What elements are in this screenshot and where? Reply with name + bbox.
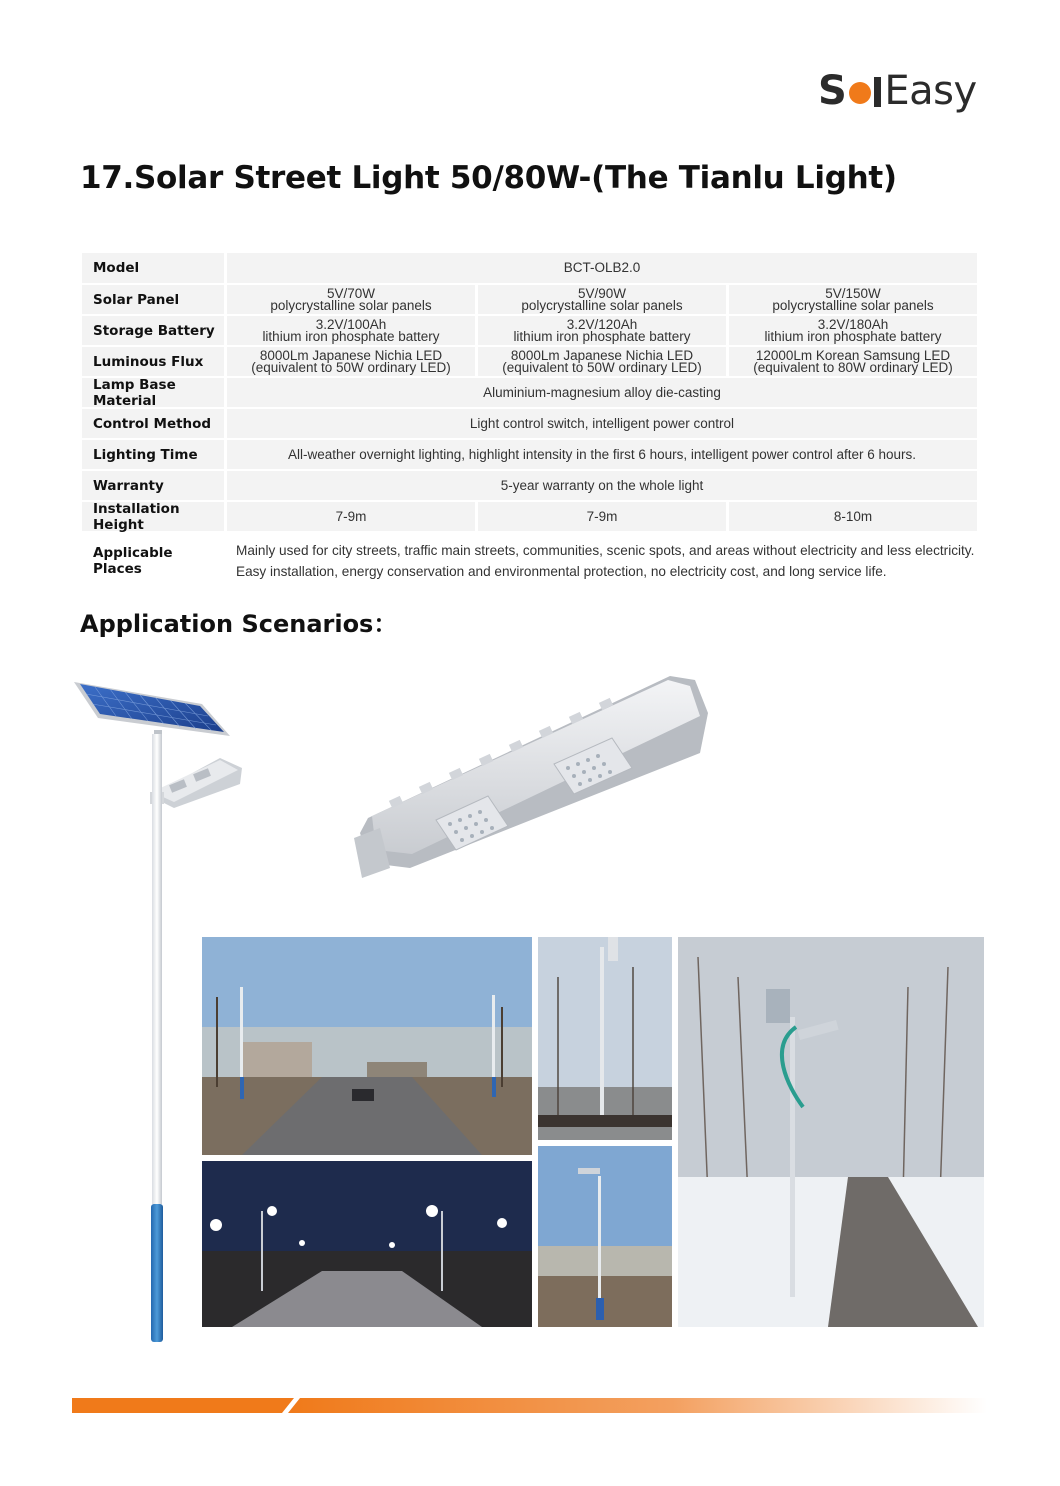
spec-value: 8000Lm Japanese Nichia LED (equivalent to 50W ordinary LED) — [478, 347, 726, 376]
spec-label: Lighting Time — [82, 440, 224, 469]
spec-row-lighting-time — [82, 440, 977, 469]
spec-row-control-method — [82, 409, 977, 438]
spec-row-installation-height — [82, 502, 977, 531]
scenario-photo-winter-pole — [538, 937, 672, 1140]
spec-table — [82, 253, 977, 589]
spec-value: Light control switch, intelligent power control — [227, 409, 977, 438]
spec-value: 3.2V/180Ah lithium iron phosphate battery — [729, 316, 977, 345]
spec-value: 8-10m — [729, 502, 977, 531]
spec-value: 8000Lm Japanese Nichia LED (equivalent to 50W ordinary LED) — [227, 347, 475, 376]
spec-value: 5V/150W polycrystalline solar panels — [729, 285, 977, 314]
spec-value: 3.2V/120Ah lithium iron phosphate battery — [478, 316, 726, 345]
spec-value: 5V/70W polycrystalline solar panels — [227, 285, 475, 314]
scenario-photo-night-road — [202, 1161, 532, 1327]
spec-label: Luminous Flux — [82, 347, 224, 376]
spec-value: 3.2V/100Ah lithium iron phosphate battery — [227, 316, 475, 345]
spec-row-applicable-places — [82, 535, 977, 587]
spec-label: Applicable Places — [93, 545, 173, 577]
spec-label: Model — [82, 253, 224, 283]
logo-orange-dot-icon — [849, 82, 871, 104]
street-lamp-illustration — [350, 668, 715, 893]
spec-value: Aluminium-magnesium alloy die-casting — [227, 378, 977, 407]
spec-row-luminous-flux — [82, 347, 977, 376]
spec-value: 7-9m — [478, 502, 726, 531]
spec-label: Control Method — [82, 409, 224, 438]
spec-value: 7-9m — [227, 502, 475, 531]
brand-logo — [818, 66, 977, 116]
logo-word: Easy — [884, 68, 977, 114]
spec-label: Warranty — [82, 471, 224, 500]
spec-row-warranty — [82, 471, 977, 500]
logo-bar-icon — [874, 77, 881, 107]
scenarios-title: Application Scenarios： — [80, 610, 398, 638]
spec-row-storage-battery — [82, 316, 977, 345]
scenario-photo-snowy-road — [678, 937, 984, 1327]
spec-value: 5V/90W polycrystalline solar panels — [478, 285, 726, 314]
spec-value: All-weather overnight lighting, highlight intensity in the first 6 hours, intelligent power control after 6 hours. — [227, 440, 977, 469]
spec-label: Solar Panel — [82, 285, 224, 314]
spec-value: Mainly used for city streets, traffic main streets, communities, scenic spots, and areas without electricity and less electricity. Easy installation, energy conservation and environmental protection, no electricity cost, and long service life. — [236, 543, 975, 579]
spec-value: BCT-OLB2.0 — [227, 253, 977, 283]
footer-color-band — [72, 1398, 987, 1413]
spec-label: Lamp Base Material — [82, 378, 224, 407]
spec-row-model — [82, 253, 977, 283]
spec-value: 12000Lm Korean Samsung LED (equivalent to 80W ordinary LED) — [729, 347, 977, 376]
spec-label: Installation Height — [82, 502, 224, 531]
spec-row-lamp-base — [82, 378, 977, 407]
logo-letter-s: S — [818, 68, 847, 114]
spec-label: Storage Battery — [82, 316, 224, 345]
spec-value: 5-year warranty on the whole light — [227, 471, 977, 500]
page-title: 17.Solar Street Light 50/80W-(The Tianlu Light) — [80, 160, 897, 196]
spec-row-solar-panel — [82, 285, 977, 314]
scenario-photo-roadside-pole — [538, 1146, 672, 1327]
scenario-photo-day-road — [202, 937, 532, 1155]
